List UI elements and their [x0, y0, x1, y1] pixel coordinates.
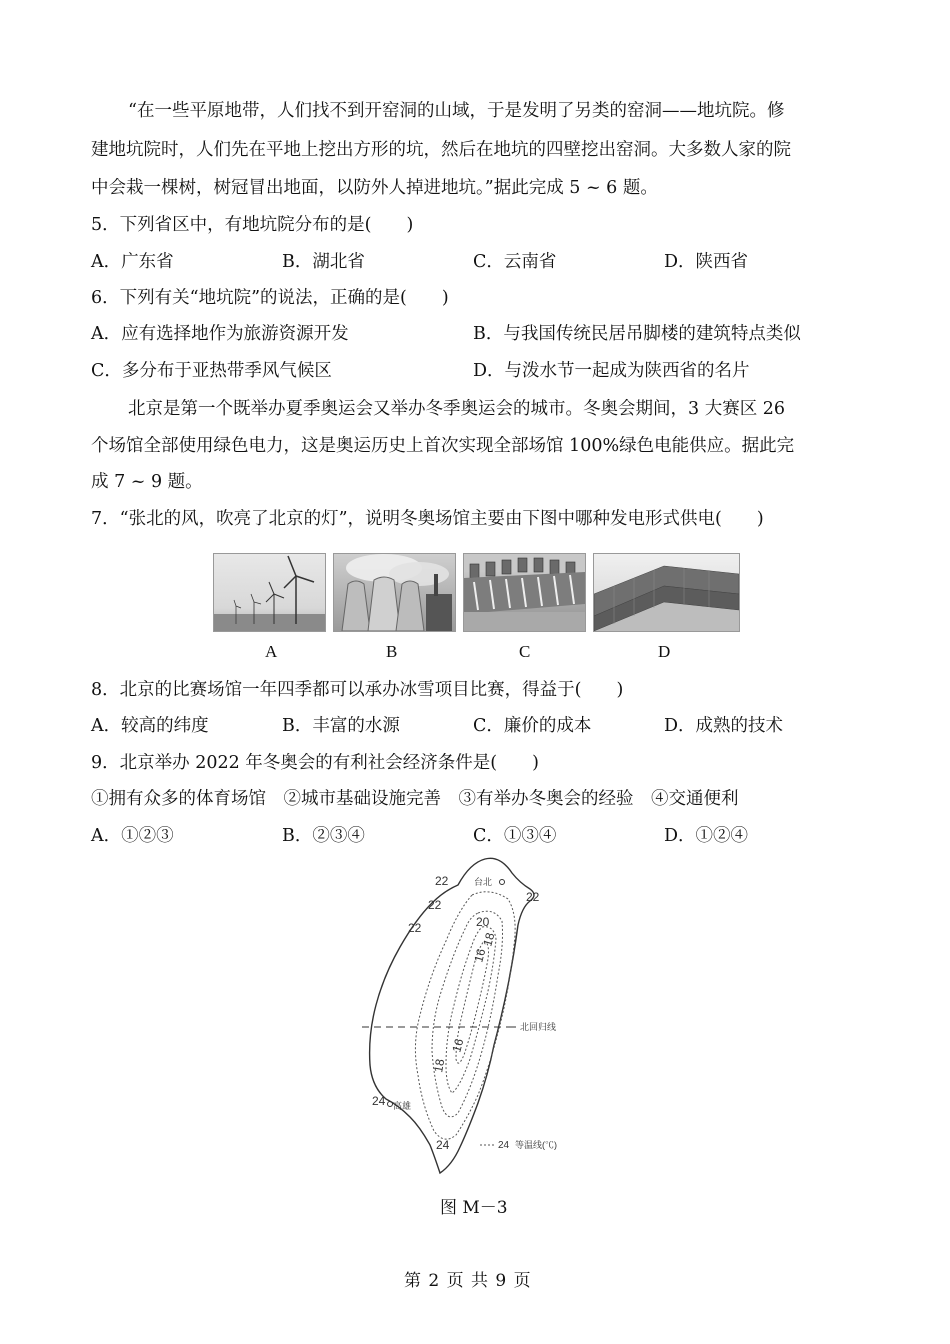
page-footer: 第 2 页 共 9 页: [404, 1271, 532, 1291]
q9-option-b: B．②③④: [282, 826, 365, 846]
isotherm-label: 22: [408, 921, 422, 935]
isotherm-label: 18: [480, 931, 498, 948]
isotherm-label: 24: [372, 1094, 386, 1108]
isotherm-label: 24: [436, 1138, 450, 1152]
q6-option-c: C．多分布于亚热带季风气候区: [91, 361, 332, 381]
passage1-line3: 中会栽一棵树，树冠冒出地面，以防外人掉进地坑。”据此完成 5 ~ 6 题。: [91, 178, 658, 198]
q7-stem: 7．“张北的风，吹亮了北京的灯”，说明冬奥场馆主要由下图中哪种发电形式供电( ): [91, 509, 764, 529]
photo-label-c: C: [519, 642, 531, 661]
photo-label-d: D: [658, 642, 671, 661]
q8-option-a: A．较高的纬度: [91, 716, 209, 736]
taiwan-isotherm-map: [360, 855, 600, 1185]
isotherm-label: 18: [431, 1057, 448, 1074]
thermal-power-plant-photo: [333, 553, 456, 632]
isotherm-label: 22: [526, 890, 540, 904]
city-label-kaohsiung: 高雄: [393, 1101, 412, 1111]
hydropower-dam-photo: [463, 553, 586, 632]
q9-option-a: A．①②③: [91, 826, 174, 846]
legend-text: 等温线(℃): [515, 1140, 557, 1150]
photo-label-a: A: [265, 642, 278, 661]
passage1-line2: 建地坑院时，人们先在平地上挖出方形的坑，然后在地坑的四壁挖出窑洞。大多数人家的院: [91, 140, 791, 160]
q6-stem: 6．下列有关“地坑院”的说法，正确的是( ): [91, 288, 449, 308]
passage2-line2: 个场馆全部使用绿色电力，这是奥运历史上首次实现全部场馆 100%绿色电能供应。据此完: [91, 436, 795, 456]
kaohsiung-marker: [388, 1102, 393, 1107]
q5-option-a: A．广东省: [91, 252, 174, 272]
legend-value: 24: [498, 1140, 510, 1151]
passage1-line1: “在一些平原地带，人们找不到开窑洞的山域，于是发明了另类的窑洞——地坑院。修: [128, 101, 785, 121]
figure-caption: 图 M－3: [440, 1198, 508, 1218]
tropic-label: 北回归线: [520, 1022, 557, 1032]
q6-option-a: A．应有选择地作为旅游资源开发: [91, 324, 349, 344]
solar-panel-photo: [593, 553, 740, 632]
q9-conditions: ①拥有众多的体育场馆 ②城市基础设施完善 ③有举办冬奥会的经验 ④交通便利: [91, 789, 739, 809]
q5-option-c: C．云南省: [473, 252, 557, 272]
q8-option-d: D．成熟的技术: [664, 716, 784, 736]
taipei-marker: [500, 880, 505, 885]
q5-option-d: D．陕西省: [664, 252, 749, 272]
isotherm-label: 22: [435, 874, 449, 888]
passage2-line3: 成 7 ~ 9 题。: [91, 472, 203, 492]
q8-option-b: B．丰富的水源: [282, 716, 400, 736]
passage2-line1: 北京是第一个既举办夏季奥运会又举办冬季奥运会的城市。冬奥会期间，3 大赛区 26: [128, 399, 786, 419]
q5-option-b: B．湖北省: [282, 252, 365, 272]
wind-turbine-photo: [213, 553, 326, 632]
q9-option-d: D．①②④: [664, 826, 749, 846]
q6-option-d: D．与泼水节一起成为陕西省的名片: [473, 361, 750, 381]
isotherm-label: 20: [476, 915, 490, 929]
q9-option-c: C．①③④: [473, 826, 557, 846]
q6-option-b: B．与我国传统民居吊脚楼的建筑特点类似: [473, 324, 801, 344]
q9-stem: 9．北京举办 2022 年冬奥会的有利社会经济条件是( ): [91, 753, 539, 773]
isotherm-label: 16: [471, 947, 489, 964]
q8-option-c: C．廉价的成本: [473, 716, 592, 736]
q5-stem: 5．下列省区中，有地坑院分布的是( ): [91, 215, 414, 235]
photo-label-b: B: [386, 642, 398, 661]
city-label-taipei: 台北: [474, 877, 493, 887]
isotherm-label: 16: [449, 1037, 467, 1054]
isotherm-label: 22: [428, 898, 442, 912]
q8-stem: 8．北京的比赛场馆一年四季都可以承办冰雪项目比赛，得益于( ): [91, 680, 624, 700]
